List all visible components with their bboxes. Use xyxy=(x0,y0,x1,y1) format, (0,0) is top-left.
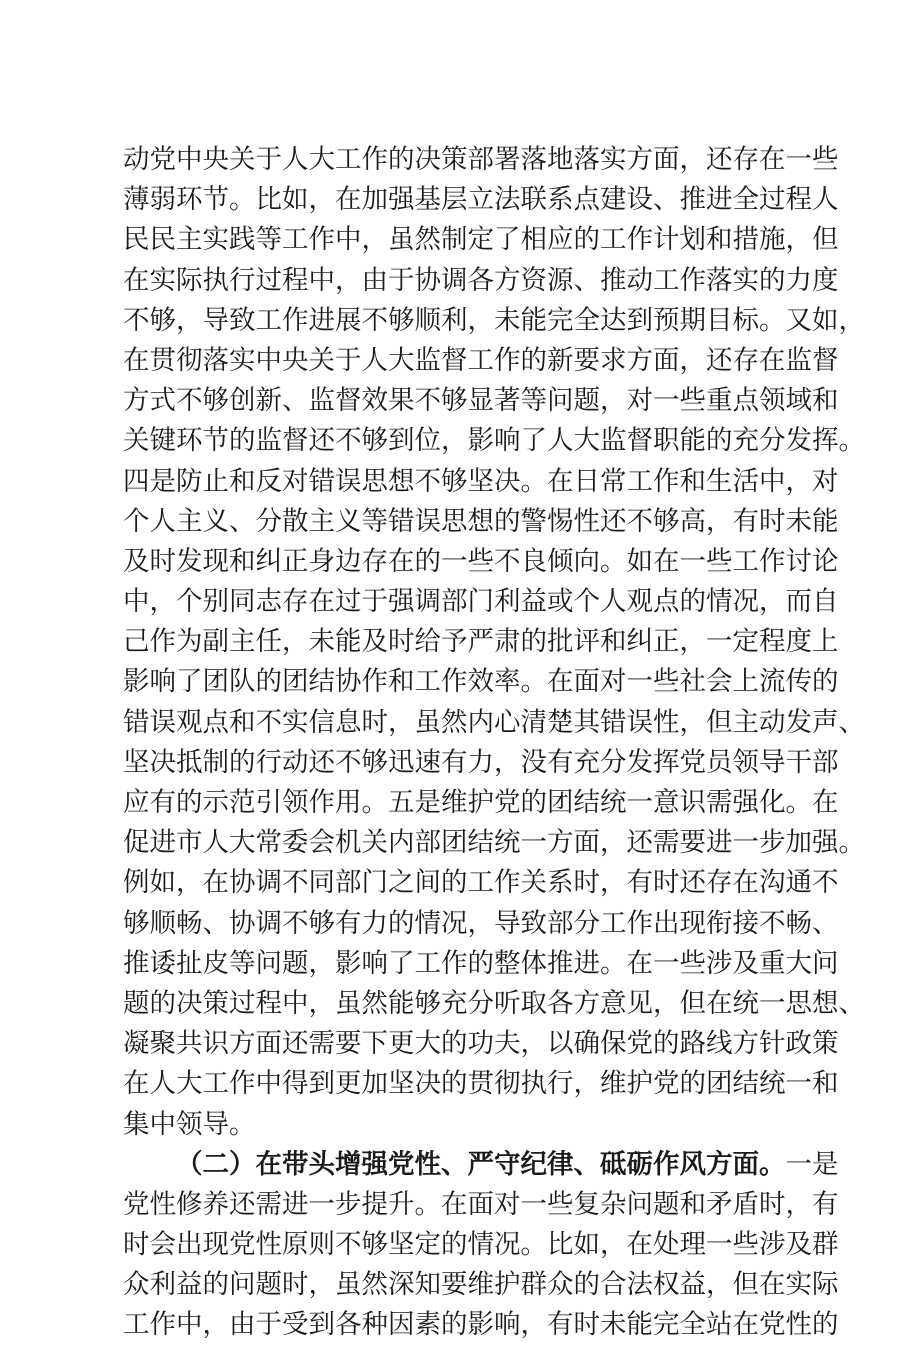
text-line: 方式不够创新、监督效果不够显著等问题，对一些重点领域和 xyxy=(123,385,839,417)
text-line: 四是防止和反对错误思想不够坚决。在日常工作和生活中，对 xyxy=(123,465,839,497)
text-line: 及时发现和纠正身边存在的一些不良倾向。如在一些工作讨论 xyxy=(123,545,839,577)
text-line: 例如，在协调不同部门之间的工作关系时，有时还存在沟通不 xyxy=(123,867,839,899)
text-line: 个人主义、分散主义等错误思想的警惕性还不够高，有时未能 xyxy=(123,505,839,537)
paragraph-2 xyxy=(123,1145,839,1346)
paragraph-1 xyxy=(123,140,865,1145)
text-line: 错误观点和不实信息时，虽然内心清楚其错误性，但主动发声、 xyxy=(123,706,865,738)
text-line: 薄弱环节。比如，在加强基层立法联系点建设、推进全过程人 xyxy=(123,184,839,216)
text-line: 推诿扯皮等问题，影响了工作的整体推进。在一些涉及重大问 xyxy=(123,947,839,979)
text-line: 动党中央关于人大工作的决策部署落地落实方面，还存在一些 xyxy=(123,144,839,175)
text-line: 己作为副主任，未能及时给予严肃的批评和纠正，一定程度上 xyxy=(123,626,839,658)
text-line: 不够，导致工作进展不够顺利，未能完全达到预期目标。又如， xyxy=(123,304,865,336)
text-line: 在实际执行过程中，由于协调各方资源、推动工作落实的力度 xyxy=(123,264,839,296)
text-line: 集中领导。 xyxy=(123,1108,256,1140)
text-line: 党性修养还需进一步提升。在面对一些复杂问题和矛盾时，有 xyxy=(123,1188,839,1220)
text-line: 够顺畅、协调不够有力的情况，导致部分工作出现衔接不畅、 xyxy=(123,907,839,939)
paragraph-2-first-line-text: 一是 xyxy=(785,1148,839,1180)
text-line: 时会出现党性原则不够坚定的情况。比如，在处理一些涉及群 xyxy=(123,1229,839,1261)
text-line: 关键环节的监督还不够到位，影响了人大监督职能的充分发挥。 xyxy=(123,425,865,457)
text-line: 中，个别同志存在过于强调部门利益或个人观点的情况，而自 xyxy=(123,586,839,618)
text-line: 在贯彻落实中央关于人大监督工作的新要求方面，还存在监督 xyxy=(123,344,839,376)
text-line: 民民主实践等工作中，虽然制定了相应的工作计划和措施，但 xyxy=(123,224,839,256)
text-line: 影响了团队的团结协作和工作效率。在面对一些社会上流传的 xyxy=(123,666,839,698)
text-line: 众利益的问题时，虽然深知要维护群众的合法权益，但在实际 xyxy=(123,1269,839,1301)
text-line: 坚决抵制的行动还不够迅速有力，没有充分发挥党员领导干部 xyxy=(123,746,839,778)
text-line: 工作中，由于受到各种因素的影响，有时未能完全站在党性的 xyxy=(123,1309,839,1341)
paragraph-2-first-line xyxy=(123,1145,839,1185)
text-line: 题的决策过程中，虽然能够充分听取各方意见，但在统一思想、 xyxy=(123,987,865,1019)
text-line: 促进市人大常委会机关内部团结统一方面，还需要进一步加强。 xyxy=(123,827,865,859)
text-line: 在人大工作中得到更加坚决的贯彻执行，维护党的团结统一和 xyxy=(123,1068,839,1100)
text-line: 凝聚共识方面还需要下更大的功夫，以确保党的路线方针政策 xyxy=(123,1028,839,1060)
text-line: 应有的示范引领作用。五是维护党的团结统一意识需强化。在 xyxy=(123,787,839,818)
body-text xyxy=(123,140,865,1346)
section-heading: （二）在带头增强党性、严守纪律、砥砺作风方面。 xyxy=(176,1148,786,1180)
